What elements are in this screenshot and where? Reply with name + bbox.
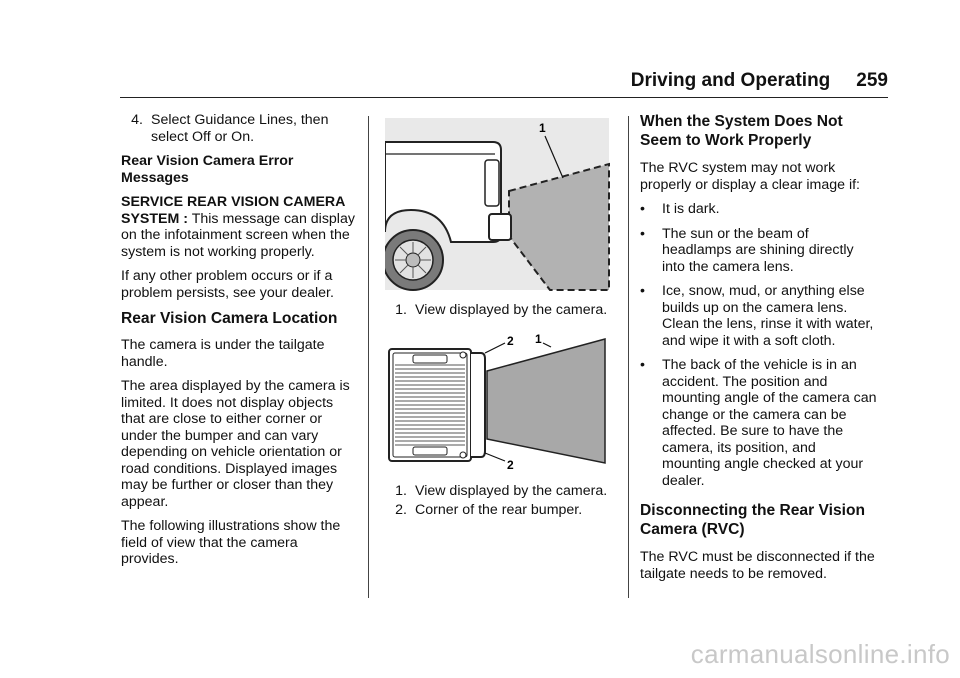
tailgate-latch-bottom xyxy=(413,447,447,455)
callout-leader-2-top xyxy=(485,343,505,353)
bullet-mark: • xyxy=(640,201,645,217)
bullet-text: The back of the vehicle is in an accident. The position and mounting angle of the camera can change or the camera can be affected. Be sure to have the camera, its position, and mounting angle checked at your dealer. xyxy=(662,357,877,489)
callout-1: 1 xyxy=(539,121,546,135)
camera-view-zone xyxy=(487,339,605,463)
taillamp xyxy=(485,160,499,206)
troubleshooting-heading: When the System Does Not Seem to Work Properly xyxy=(640,113,843,149)
step-number: 4. xyxy=(131,112,143,128)
camera-location-heading: Rear Vision Camera Location xyxy=(121,310,338,327)
bullet-text: It is dark. xyxy=(662,201,720,217)
bullet-mark: • xyxy=(640,225,645,242)
bullet-item xyxy=(640,283,878,349)
callout-leader-2-bottom xyxy=(485,453,505,461)
bullet-mark: • xyxy=(640,283,645,299)
fig2-caption-1 xyxy=(385,483,617,500)
rear-bumper xyxy=(471,353,485,457)
column-2 xyxy=(385,112,617,527)
site-watermark: carmanualsonline.info xyxy=(690,639,950,669)
location-paragraph-1: The camera is under the tailgate handle. xyxy=(121,337,325,370)
bed-liner-ribs xyxy=(395,365,465,445)
service-message-term: SERVICE REAR VISION CAMERA SYSTEM : xyxy=(121,194,345,227)
header-rule xyxy=(120,97,888,98)
caption-number: 2. xyxy=(395,502,407,518)
bullet-item xyxy=(640,357,878,489)
bullet-text: The sun or the beam of headlamps are shining directly into the camera lens. xyxy=(662,225,854,275)
fig1-caption xyxy=(385,302,617,319)
wheel-hub xyxy=(406,253,420,267)
callout-2-top: 2 xyxy=(507,333,514,348)
bullet-mark: • xyxy=(640,357,645,373)
disconnect-text: The RVC must be disconnected if the tailgate needs to be removed. xyxy=(640,549,875,582)
step-4 xyxy=(121,112,357,145)
bullet-item xyxy=(640,201,878,218)
top-view-illustration xyxy=(385,333,611,473)
location-paragraph-3: The following illustrations show the field of view that the camera provides. xyxy=(121,518,341,567)
service-message-text: This message can display on the infotainment screen when the system is not working properly. xyxy=(121,210,355,260)
error-messages-heading: Rear Vision Camera Error Messages xyxy=(121,153,294,186)
column-divider-1 xyxy=(368,116,369,598)
section-title: Driving and Operating xyxy=(630,70,831,91)
bullet-text: Ice, snow, mud, or anything else builds up on the camera lens. Clean the lens, rinse it with water, and wipe it with a soft cloth. xyxy=(662,283,874,349)
callout-1: 1 xyxy=(535,332,542,346)
service-message-paragraph xyxy=(121,194,357,260)
page-number: 259 xyxy=(856,70,888,91)
callout-leader-1 xyxy=(543,343,551,347)
disconnect-heading: Disconnecting the Rear Vision Camera (RVC) xyxy=(640,502,866,538)
corner-bolt-bottom xyxy=(460,452,466,458)
tailgate-latch-top xyxy=(413,355,447,363)
bullet-item xyxy=(640,226,878,276)
caption-number: 1. xyxy=(395,302,407,318)
column-divider-2 xyxy=(628,116,629,598)
column-3 xyxy=(640,112,878,590)
troubleshooting-intro: The RVC system may not work properly or display a clear image if: xyxy=(640,160,861,193)
location-paragraph-2: The area displayed by the camera is limited. It does not display objects that are close to either corner or under the bumper and can vary depending on vehicle orientation or road conditions. Displayed images may be further or closer than they appear. xyxy=(121,378,350,510)
header-text xyxy=(631,70,888,92)
column-1 xyxy=(121,112,357,576)
rear-bumper xyxy=(489,214,511,240)
fig2-caption-2 xyxy=(385,502,617,519)
side-view-illustration xyxy=(385,112,611,292)
other-problem-paragraph: If any other problem occurs or if a problem persists, see your dealer. xyxy=(121,268,334,301)
step-text: Select Guidance Lines, then select Off or On. xyxy=(151,112,329,145)
corner-bolt-top xyxy=(460,352,466,358)
caption-text: Corner of the rear bumper. xyxy=(415,502,583,518)
caption-number: 1. xyxy=(395,482,407,499)
callout-2-bottom: 2 xyxy=(507,457,514,472)
caption-text: View displayed by the camera. xyxy=(415,302,608,318)
caption-text: View displayed by the camera. xyxy=(415,482,608,499)
